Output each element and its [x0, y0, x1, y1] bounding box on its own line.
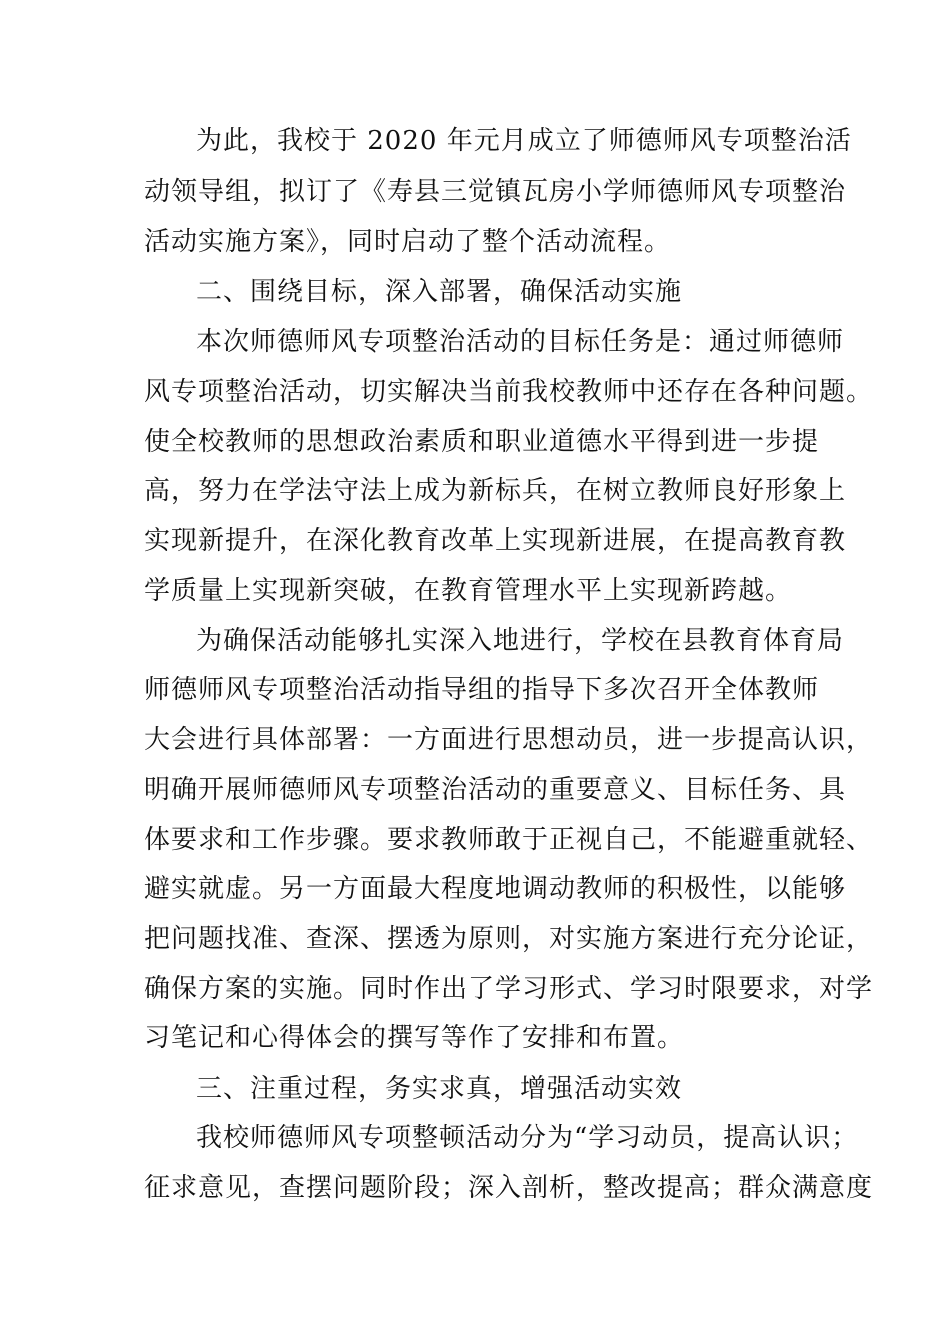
text-line: 征求意见，查摆问题阶段；深入剖析，整改提高；群众满意度: [144, 1173, 874, 1203]
text-line: 为此，我校于 2020 年元月成立了师德师风专项整治活: [196, 126, 852, 156]
text-line: 学质量上实现新突破，在教育管理水平上实现新跨越。: [144, 576, 793, 606]
text-line: 大会进行具体部署：一方面进行思想动员，进一步提高认识，: [144, 725, 874, 755]
text-line: 习笔记和心得体会的撰写等作了安排和布置。: [144, 1023, 685, 1053]
text-line: 确保方案的实施。同时作出了学习形式、学习时限要求，对学: [144, 974, 874, 1004]
text-line: 活动实施方案》，同时启动了整个活动流程。: [144, 227, 672, 257]
text-line: 实现新提升，在深化教育改革上实现新进展，在提高教育教: [144, 526, 847, 556]
text-line: 把问题找准、查深、摆透为原则，对实施方案进行充分论证，: [144, 924, 874, 954]
text-line: 使全校教师的思想政治素质和职业道德水平得到进一步提: [144, 427, 820, 457]
section-heading: 二、围绕目标，深入部署，确保活动实施: [196, 277, 683, 307]
text-line: 高，努力在学法守法上成为新标兵，在树立教师良好形象上: [144, 476, 847, 506]
section-heading: 三、注重过程，务实求真，增强活动实效: [196, 1074, 683, 1104]
text-line: 为确保活动能够扎实深入地进行，学校在县教育体育局: [196, 626, 845, 656]
text-line: 避实就虚。另一方面最大程度地调动教师的积极性，以能够: [144, 874, 847, 904]
text-line: 明确开展师德师风专项整治活动的重要意义、目标任务、具: [144, 775, 847, 805]
text-line: 风专项整治活动，切实解决当前我校教师中还存在各种问题。: [144, 377, 874, 407]
text-line: 本次师德师风专项整治活动的目标任务是：通过师德师: [196, 327, 845, 357]
text-line: 动领导组，拟订了《寿县三觉镇瓦房小学师德师风专项整治: [144, 177, 847, 207]
text-line: 体要求和工作步骤。要求教师敢于正视自己，不能避重就轻、: [144, 825, 874, 855]
text-line: 师德师风专项整治活动指导组的指导下多次召开全体教师: [144, 675, 820, 705]
text-line: 我校师德师风专项整顿活动分为“学习动员，提高认识；: [196, 1123, 859, 1153]
